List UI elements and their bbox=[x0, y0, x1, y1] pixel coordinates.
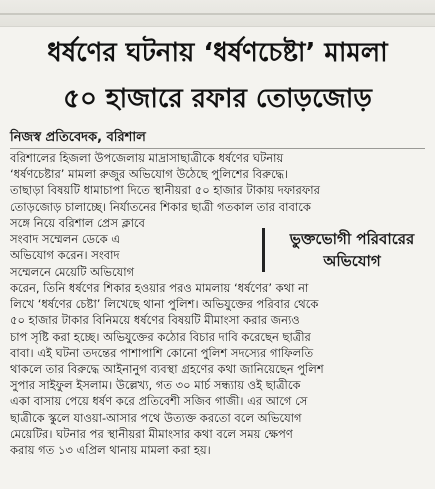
headline-line-1: ধর্ষণের ঘটনায় ‘ধর্ষণচেষ্টা’ মামলা bbox=[47, 38, 388, 68]
body-line: তাছাড়া বিষয়টি ধামাচাপা দিতে স্থানীয়রা ৫০ হাজার টাকায় দফারফার bbox=[10, 183, 320, 198]
pull-quote bbox=[262, 228, 431, 272]
body-line: সঙ্গে নিয়ে বরিশাল প্রেস ক্লাবে bbox=[10, 216, 145, 230]
paragraph-wrap bbox=[10, 215, 242, 280]
body-line: ‘ধর্ষণচেষ্টার’ মামলা রুজুর অভিযোগ উঠেছে পুলিশের বিরুদ্ধে। bbox=[10, 167, 289, 182]
top-divider bbox=[0, 13, 435, 15]
body-line: অভিযোগ করেন। সংবাদ bbox=[10, 248, 120, 263]
body-line: সম্মেলনে মেয়েটি অভিযোগ bbox=[10, 264, 135, 279]
pull-quote-line-2: অভিযোগ bbox=[323, 252, 381, 270]
body-line: মেয়েটির। ঘটনার পর স্থানীয়রা মীমাংসার কথা বলে সময় ক্ষেপণ bbox=[10, 426, 293, 441]
body-line: থাকলে তার বিরুদ্ধে আইনানুগ ব্যবস্থা গ্রহণের কথা জানিয়েছেন পুলিশ bbox=[10, 362, 324, 377]
headline bbox=[8, 30, 427, 122]
paragraph-intro bbox=[10, 150, 424, 215]
body-line: বাবা। এই ঘটনা তদন্তের পাশাপাশি কোনো পুলিশ সদস্যের গাফিলতি bbox=[10, 345, 314, 360]
byline-divider bbox=[10, 148, 425, 149]
body-line: সংবাদ সম্মেলন ডেকে এ bbox=[10, 232, 121, 247]
pull-quote-line-1: ভুক্তভোগী পরিবারের bbox=[289, 230, 415, 248]
body-line: ৫০ হাজার টাকার বিনিময়ে ধর্ষণের বিষয়টি মীমাংসা করার জন্যও bbox=[10, 313, 300, 328]
body-line: লিখে ‘ধর্ষণের চেষ্টা’ লিখেছে থানা পুলিশ। অভিযুক্তের পরিবার থেকে bbox=[10, 297, 319, 312]
body-line: করেন, তিনি ধর্ষণের শিকার হওয়ার পরও মামলায় ‘ধর্ষণের’ কথা না bbox=[10, 281, 309, 295]
body-line: চাপ সৃষ্টি করা হচ্ছে। অভিযুক্তের কঠোর বিচার দাবি করেছেন ছাত্রীর bbox=[10, 329, 311, 344]
page-top-strip bbox=[0, 0, 435, 27]
paragraph-main bbox=[10, 280, 424, 458]
body-line: একা বাসায় পেয়ে ধর্ষণ করে প্রতিবেশী সজিব গাজী। এর আগে সে bbox=[10, 394, 308, 409]
byline: নিজস্ব প্রতিবেদক, বরিশাল bbox=[10, 130, 146, 145]
body-line: সুপার সাইফুল ইসলাম। উল্লেখ্য, গত ৩০ মার্চ সন্ধ্যায় ওই ছাত্রীকে bbox=[10, 378, 301, 393]
headline-line-2: ৫০ হাজারে রফার তোড়জোড় bbox=[63, 84, 372, 114]
body-line: বরিশালের হিজলা উপজেলায় মাদ্রাসাছাত্রীকে ধর্ষণের ঘটনায় bbox=[10, 151, 284, 165]
body-line: করায় গত ১৩ এপ্রিল থানায় মামলা করা হয়। bbox=[10, 443, 211, 458]
body-line: তোড়জোড় চালাচ্ছে। নির্যাতনের শিকার ছাত্রী গতকাল তার বাবাকে bbox=[10, 199, 311, 214]
body-line: ছাত্রীকে স্কুলে যাওয়া-আসার পথে উত্যক্ত করতো বলে অভিযোগ bbox=[10, 410, 302, 425]
